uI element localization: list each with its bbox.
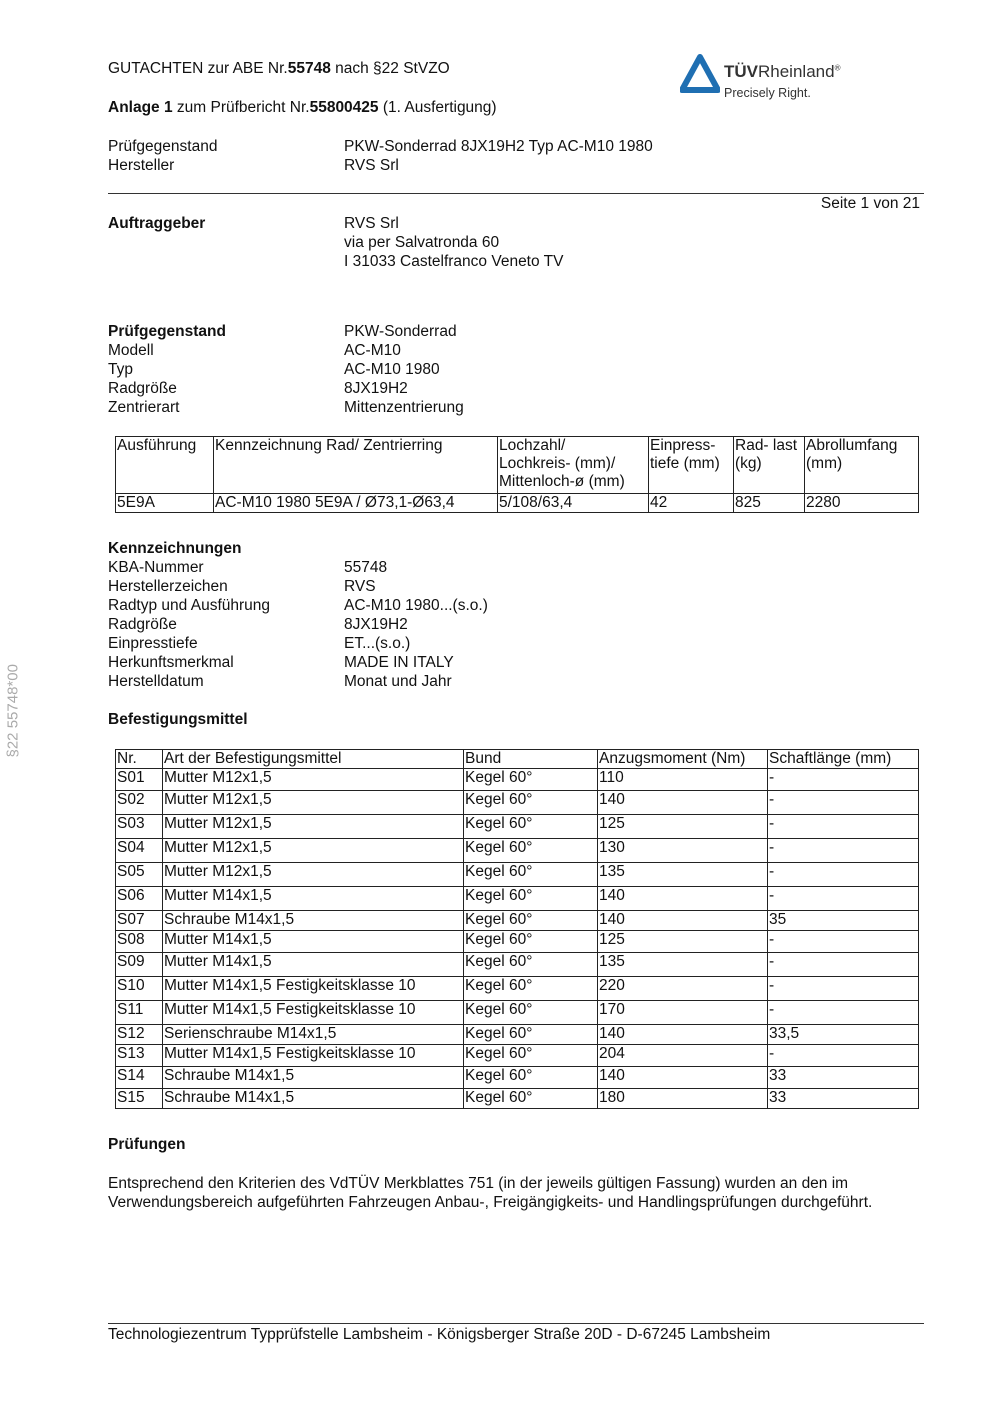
abe-number: 55748 xyxy=(287,60,331,77)
table-cell: - xyxy=(768,791,919,815)
table-row xyxy=(116,977,919,1001)
tuv-triangle-icon xyxy=(680,54,720,94)
table-cell: - xyxy=(768,977,919,1001)
table-cell: 33,5 xyxy=(768,1025,919,1045)
table-row xyxy=(116,931,919,953)
table-cell: S08 xyxy=(116,931,163,953)
table-cell: - xyxy=(768,1001,919,1025)
header-field-row: Prüfgegenstand PKW-Sonderrad 8JX19H2 Typ AC-M10 1980 xyxy=(108,138,653,155)
befestigung-table-header: Nr. Art der Befestigungsmittel Bund Anzugsmoment (Nm) Schaftlänge (mm) xyxy=(116,750,919,769)
table-cell: Mutter M14x1,5 Festigkeitsklasse 10 xyxy=(163,1045,464,1067)
table-cell: S09 xyxy=(116,953,163,977)
table-cell: S11 xyxy=(116,1001,163,1025)
table-cell: - xyxy=(768,839,919,863)
table-cell: 140 xyxy=(598,911,768,931)
footer-divider xyxy=(108,1323,924,1324)
table-row xyxy=(116,769,919,791)
table-cell: Kegel 60° xyxy=(464,839,598,863)
table-cell: - xyxy=(768,953,919,977)
table-row xyxy=(116,1001,919,1025)
table-cell: Serienschraube M14x1,5 xyxy=(163,1025,464,1045)
table-row xyxy=(116,815,919,839)
table-cell: Mutter M12x1,5 xyxy=(163,839,464,863)
table-row: 5E9A AC-M10 1980 5E9A / Ø73,1-Ø63,4 5/108/63,4 42 825 2280 xyxy=(116,494,919,513)
pruefbericht-number: 55800425 xyxy=(309,99,379,116)
table-row xyxy=(116,887,919,911)
header-divider xyxy=(108,193,924,194)
table-cell: Mutter M12x1,5 xyxy=(163,791,464,815)
table-cell: S04 xyxy=(116,839,163,863)
table-cell: Mutter M14x1,5 xyxy=(163,931,464,953)
table-cell: S13 xyxy=(116,1045,163,1067)
table-cell: 204 xyxy=(598,1045,768,1067)
table-cell: S01 xyxy=(116,769,163,791)
logo-brand: TÜVRheinland® xyxy=(724,62,841,81)
table-cell: S03 xyxy=(116,815,163,839)
table-row xyxy=(116,1067,919,1089)
table-cell: 220 xyxy=(598,977,768,1001)
table-cell: Schraube M14x1,5 xyxy=(163,911,464,931)
table-row xyxy=(116,1045,919,1067)
table-cell: Mutter M14x1,5 xyxy=(163,953,464,977)
auftraggeber-block: Auftraggeber RVS Srl via per Salvatronda 60 I 31033 Castelfranco Veneto TV xyxy=(108,215,564,270)
table-cell: Kegel 60° xyxy=(464,769,598,791)
table-cell: Kegel 60° xyxy=(464,791,598,815)
table-cell: Schraube M14x1,5 xyxy=(163,1067,464,1089)
table-cell: Schraube M14x1,5 xyxy=(163,1089,464,1109)
table-cell: Mutter M14x1,5 Festigkeitsklasse 10 xyxy=(163,1001,464,1025)
header-field-row: Hersteller RVS Srl xyxy=(108,157,399,174)
table-cell: - xyxy=(768,887,919,911)
table-cell: Kegel 60° xyxy=(464,977,598,1001)
table-cell: 130 xyxy=(598,839,768,863)
table-cell: 140 xyxy=(598,887,768,911)
table-cell: Kegel 60° xyxy=(464,1067,598,1089)
table-row xyxy=(116,839,919,863)
befestigung-table xyxy=(115,749,919,1109)
table-cell: - xyxy=(768,815,919,839)
table-cell: Kegel 60° xyxy=(464,911,598,931)
table-cell: 140 xyxy=(598,1025,768,1045)
table-cell: 180 xyxy=(598,1089,768,1109)
pruefungen-text: Entsprechend den Kriterien des VdTÜV Merkblattes 751 (in der jeweils gültigen Fassung) wurden an den im Verwendungsbereich aufgeführten Fahrzeugen Anbau-, Freigängigkeits- und Handlingsprüfungen durchgeführt. xyxy=(108,1175,873,1211)
table-row xyxy=(116,1025,919,1045)
table-cell: Kegel 60° xyxy=(464,887,598,911)
table-cell: 35 xyxy=(768,911,919,931)
table-cell: Kegel 60° xyxy=(464,815,598,839)
table-cell: 135 xyxy=(598,953,768,977)
pruefgegenstand-block: Prüfgegenstand PKW-Sonderrad Modell AC-M10 Typ AC-M10 1980 Radgröße 8JX19H2 Zentrierart Mittenzentrierung xyxy=(108,323,464,416)
table-cell: 135 xyxy=(598,863,768,887)
pruefungen-title: Prüfungen xyxy=(108,1136,186,1153)
table-cell: 140 xyxy=(598,791,768,815)
table-cell: 33 xyxy=(768,1067,919,1089)
table-cell: 33 xyxy=(768,1089,919,1109)
table-cell: S02 xyxy=(116,791,163,815)
table-cell: Kegel 60° xyxy=(464,1025,598,1045)
table-cell: 110 xyxy=(598,769,768,791)
table-cell: Kegel 60° xyxy=(464,1045,598,1067)
table-cell: Kegel 60° xyxy=(464,931,598,953)
table-cell: - xyxy=(768,1045,919,1067)
table-cell: S12 xyxy=(116,1025,163,1045)
page-info: Seite 1 von 21 xyxy=(820,195,920,212)
table-cell: S10 xyxy=(116,977,163,1001)
table-cell: S06 xyxy=(116,887,163,911)
table-cell: 125 xyxy=(598,815,768,839)
table-cell: Kegel 60° xyxy=(464,863,598,887)
table-cell: S05 xyxy=(116,863,163,887)
table-cell: Mutter M14x1,5 Festigkeitsklasse 10 xyxy=(163,977,464,1001)
table-cell: Mutter M12x1,5 xyxy=(163,769,464,791)
table-cell: S07 xyxy=(116,911,163,931)
variant-table xyxy=(115,436,919,513)
kennzeichnungen-title: Kennzeichnungen xyxy=(108,540,242,557)
table-cell: Kegel 60° xyxy=(464,1089,598,1109)
table-cell: - xyxy=(768,863,919,887)
table-row xyxy=(116,953,919,977)
table-cell: Mutter M12x1,5 xyxy=(163,815,464,839)
table-cell: Kegel 60° xyxy=(464,1001,598,1025)
table-cell: 125 xyxy=(598,931,768,953)
tuv-logo xyxy=(680,52,880,104)
table-cell: 170 xyxy=(598,1001,768,1025)
table-cell: 140 xyxy=(598,1067,768,1089)
table-row xyxy=(116,791,919,815)
header-fields xyxy=(108,137,928,175)
variant-table-header: Ausführung Kennzeichnung Rad/ Zentrierring Lochzahl/ Lochkreis- (mm)/ Mittenloch-ø (mm) Einpress- tiefe (mm) Rad- last (kg) Abrollumfang (mm) xyxy=(116,437,919,494)
kennzeichnungen-block: Kennzeichnungen KBA-Nummer 55748 Herstellerzeichen RVS Radtyp und Ausführung AC-M10 1980...(s.o.) Radgröße 8JX19H2 Einpresstiefe ET...(s.o.) Herkunftsmerkmal MADE IN ITALY Herstelldatum Monat und Jahr xyxy=(108,539,928,691)
table-row xyxy=(116,911,919,931)
table-cell: Mutter M14x1,5 xyxy=(163,887,464,911)
auftraggeber-label: Auftraggeber xyxy=(108,215,206,232)
table-cell: Kegel 60° xyxy=(464,953,598,977)
table-cell: - xyxy=(768,931,919,953)
anlage-line: Anlage 1 zum Prüfbericht Nr.55800425 (1. Ausfertigung) xyxy=(108,99,497,116)
table-cell: Mutter M12x1,5 xyxy=(163,863,464,887)
table-row xyxy=(116,863,919,887)
doc-title-line: GUTACHTEN zur ABE Nr.55748 nach §22 StVZO xyxy=(108,60,450,77)
table-cell: - xyxy=(768,769,919,791)
table-cell: S14 xyxy=(116,1067,163,1089)
side-reference: §22 55748*00 xyxy=(4,664,22,758)
footer-text: Technologiezentrum Typprüfstelle Lambsheim - Königsberger Straße 20D - D-67245 Lambsheim xyxy=(108,1326,771,1343)
befestigung-title: Befestigungsmittel xyxy=(108,711,248,728)
table-cell: S15 xyxy=(116,1089,163,1109)
table-row xyxy=(116,1089,919,1109)
logo-tagline: Precisely Right. xyxy=(724,86,811,100)
